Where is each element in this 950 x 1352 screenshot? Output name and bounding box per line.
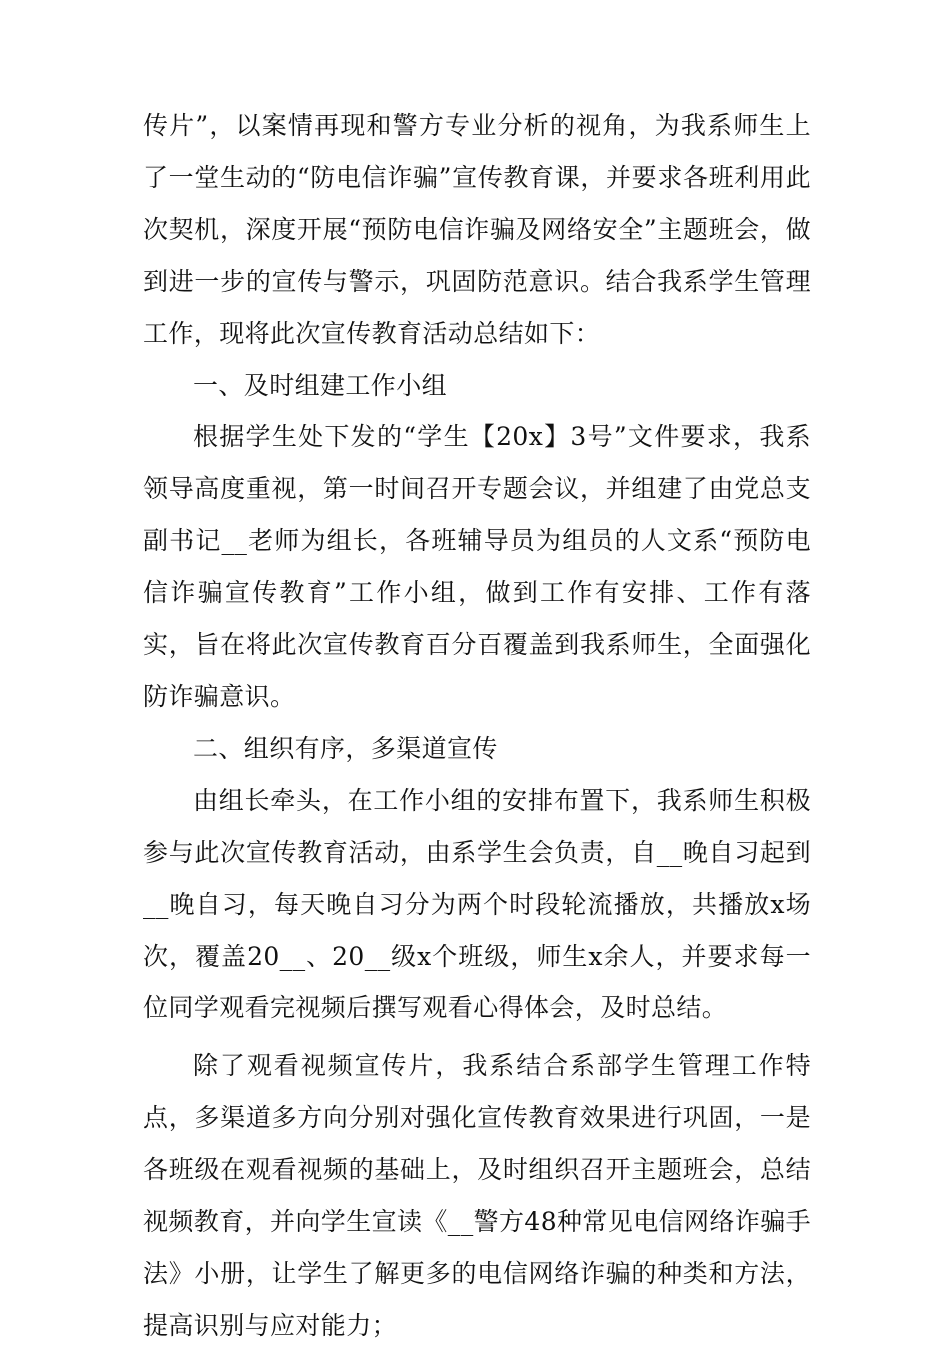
paragraph-continued-intro: 传片”，以案情再现和警方专业分析的视角，为我系师生上了一堂生动的“防电信诈骗”宣传教育课，并要求各班利用此次契机，深度开展“预防电信诈骗及网络安全”主题班会，做到进一步的宣传与警示，巩固防范意识。结合我系学生管理工作，现将此次宣传教育活动总结如下：: [143, 111, 811, 348]
paragraph-multi-channel: 除了观看视频宣传片，我系结合系部学生管理工作特点，多渠道多方向分别对强化宣传教育效果进行巩固，一是各班级在观看视频的基础上，及时组织召开主题班会，总结视频教育，并向学生宣读《__警方48种常见电信网络诈骗手法》小册，让学生了解更多的电信网络诈骗的种类和方法，提高识别与应对能力；: [143, 1051, 812, 1340]
paragraph-video-broadcast: 由组长牵头，在工作小组的安排布置下，我系师生积极参与此次宣传教育活动，由系学生会负责，自__晚自习起到__晚自习，每天晚自习分为两个时段轮流播放，共播放x场次，覆盖20__、20__级x个班级，师生x余人，并要求每一位同学观看完视频后撰写观看心得体会，及时总结。: [143, 785, 811, 1023]
section-heading-1: 一、及时组建工作小组: [193, 370, 448, 400]
paragraph-work-group: 根据学生处下发的“学生【20x】3号”文件要求，我系领导高度重视，第一时间召开专题会议，并组建了由党总支副书记__老师为组长，各班辅导员为组员的人文系“预防电信诈骗宣传教育”工作小组，做到工作有安排、工作有落实，旨在将此次宣传教育百分百覆盖到我系师生，全面强化防诈骗意识。: [143, 422, 811, 711]
document-body: [143, 100, 811, 1352]
section-heading-2: 二、组织有序，多渠道宣传: [193, 733, 498, 763]
